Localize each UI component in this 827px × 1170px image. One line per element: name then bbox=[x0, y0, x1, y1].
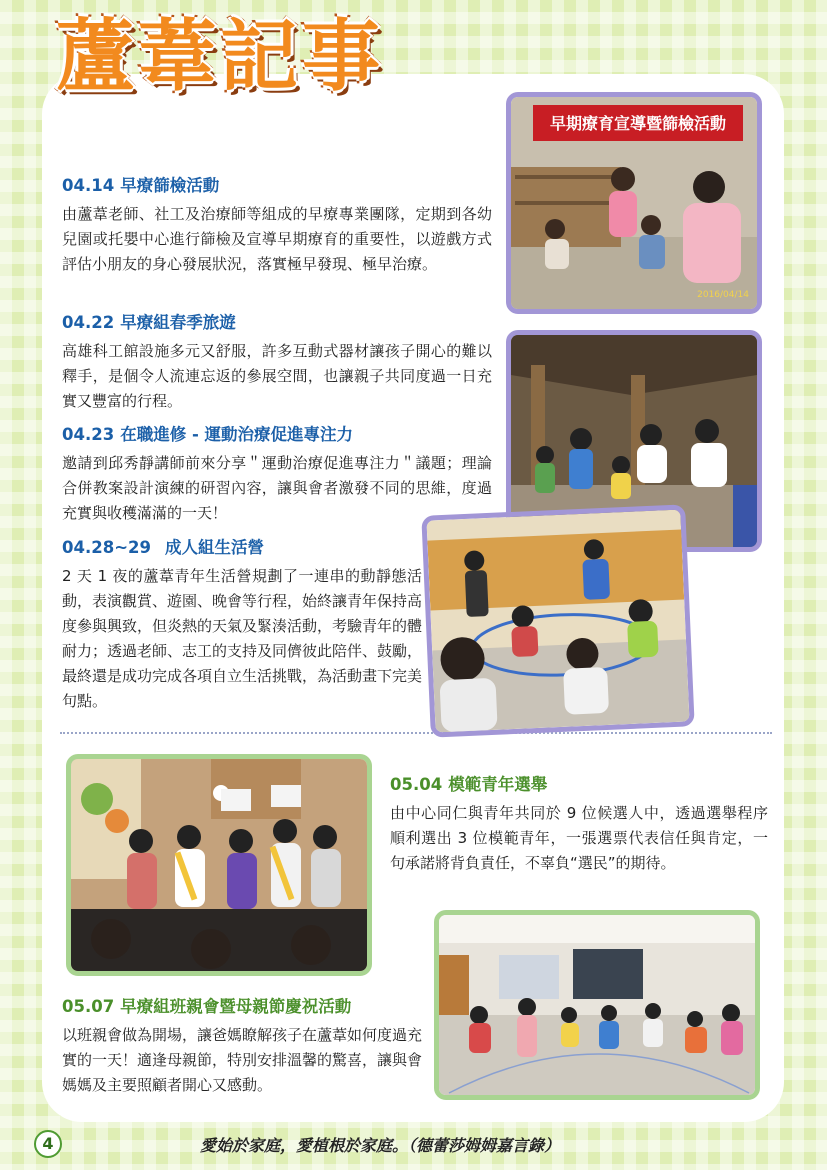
article-title: 成人組生活營 bbox=[164, 538, 264, 557]
article-0428 bbox=[62, 534, 422, 714]
article-title: 早療組班親會暨母親節慶祝活動 bbox=[120, 997, 352, 1016]
photo-election bbox=[66, 754, 372, 976]
section-divider bbox=[60, 732, 772, 734]
page-number: 4 bbox=[34, 1130, 62, 1158]
article-body: 以班親會做為開場，讓爸媽瞭解孩子在蘆葦如何度過充實的一天！適逢母親節，特別安排溫馨的驚喜，讓與會媽媽及主要照顧者開心又感動。 bbox=[62, 1026, 423, 1094]
article-title: 早療篩檢活動 bbox=[120, 176, 220, 195]
article-0504 bbox=[390, 771, 768, 876]
page-title: 蘆葦記事 bbox=[56, 11, 385, 102]
banner-text: 早期療育宣導暨篩檢活動 bbox=[549, 114, 727, 133]
article-0414 bbox=[62, 172, 492, 277]
article-date: 04.28~29 bbox=[62, 538, 151, 557]
photo-parents-meeting bbox=[434, 910, 760, 1100]
article-heading bbox=[62, 309, 492, 333]
article-date: 05.07 bbox=[62, 997, 115, 1016]
article-body: 高雄科工館設施多元又舒服，許多互動式器材讓孩子開心的難以釋手，是個令人流連忘返的參展空間，也讓親子共同度過一日充實又豐富的行程。 bbox=[62, 342, 492, 410]
article-date: 05.04 bbox=[390, 775, 443, 794]
article-title: 在職進修 - 運動治療促進專注力 bbox=[120, 425, 354, 444]
date-stamp: 2016/04/14 bbox=[697, 290, 749, 300]
article-0507 bbox=[62, 993, 422, 1098]
footer-quote: 愛始於家庭，愛植根於家庭。（德蕾莎姆姆嘉言錄） bbox=[200, 1136, 561, 1155]
article-date: 04.22 bbox=[62, 313, 115, 332]
photo-screening bbox=[506, 92, 762, 314]
article-title: 早療組春季旅遊 bbox=[120, 313, 236, 332]
article-0423 bbox=[62, 421, 492, 526]
article-heading bbox=[62, 421, 492, 445]
article-heading bbox=[390, 771, 768, 795]
article-body: 由中心同仁與青年共同於 9 位候選人中，透過選舉程序順利選出 3 位模範青年，一張選票代表信任與肯定，一句承諾將背負責任，不辜負“選民”的期待。 bbox=[390, 804, 768, 872]
article-date: 04.23 bbox=[62, 425, 115, 444]
article-title: 模範青年選舉 bbox=[448, 775, 548, 794]
article-body: 2 天 1 夜的蘆葦青年生活營規劃了一連串的動靜態活動，表演觀賞、遊園、晚會等行程，始終讓青年保持高度參與興致，但炎熱的天氣及緊湊活動，考驗青年的體耐力；透過老師、志工的支持及同儕彼此陪伴、鼓勵，最終還是成功完成各項自立生活挑戰，為活動畫下完美句點。 bbox=[62, 567, 423, 710]
article-heading bbox=[62, 993, 422, 1017]
article-heading bbox=[62, 534, 422, 558]
photo-camp bbox=[421, 504, 694, 737]
article-body: 由蘆葦老師、社工及治療師等組成的早療專業團隊，定期到各幼兒園或托嬰中心進行篩檢及宣導早期療育的重要性，以遊戲方式評估小朋友的身心發展狀況，落實極早發現、極早治療。 bbox=[62, 205, 492, 273]
article-heading bbox=[62, 172, 492, 196]
article-date: 04.14 bbox=[62, 176, 115, 195]
article-0422 bbox=[62, 309, 492, 414]
article-body: 邀請到邱秀靜講師前來分享＂運動治療促進專注力＂議題；理論合併教案設計演練的研習內容，讓與會者激發不同的思維，度過充實與收穫滿滿的一天！ bbox=[62, 454, 492, 522]
